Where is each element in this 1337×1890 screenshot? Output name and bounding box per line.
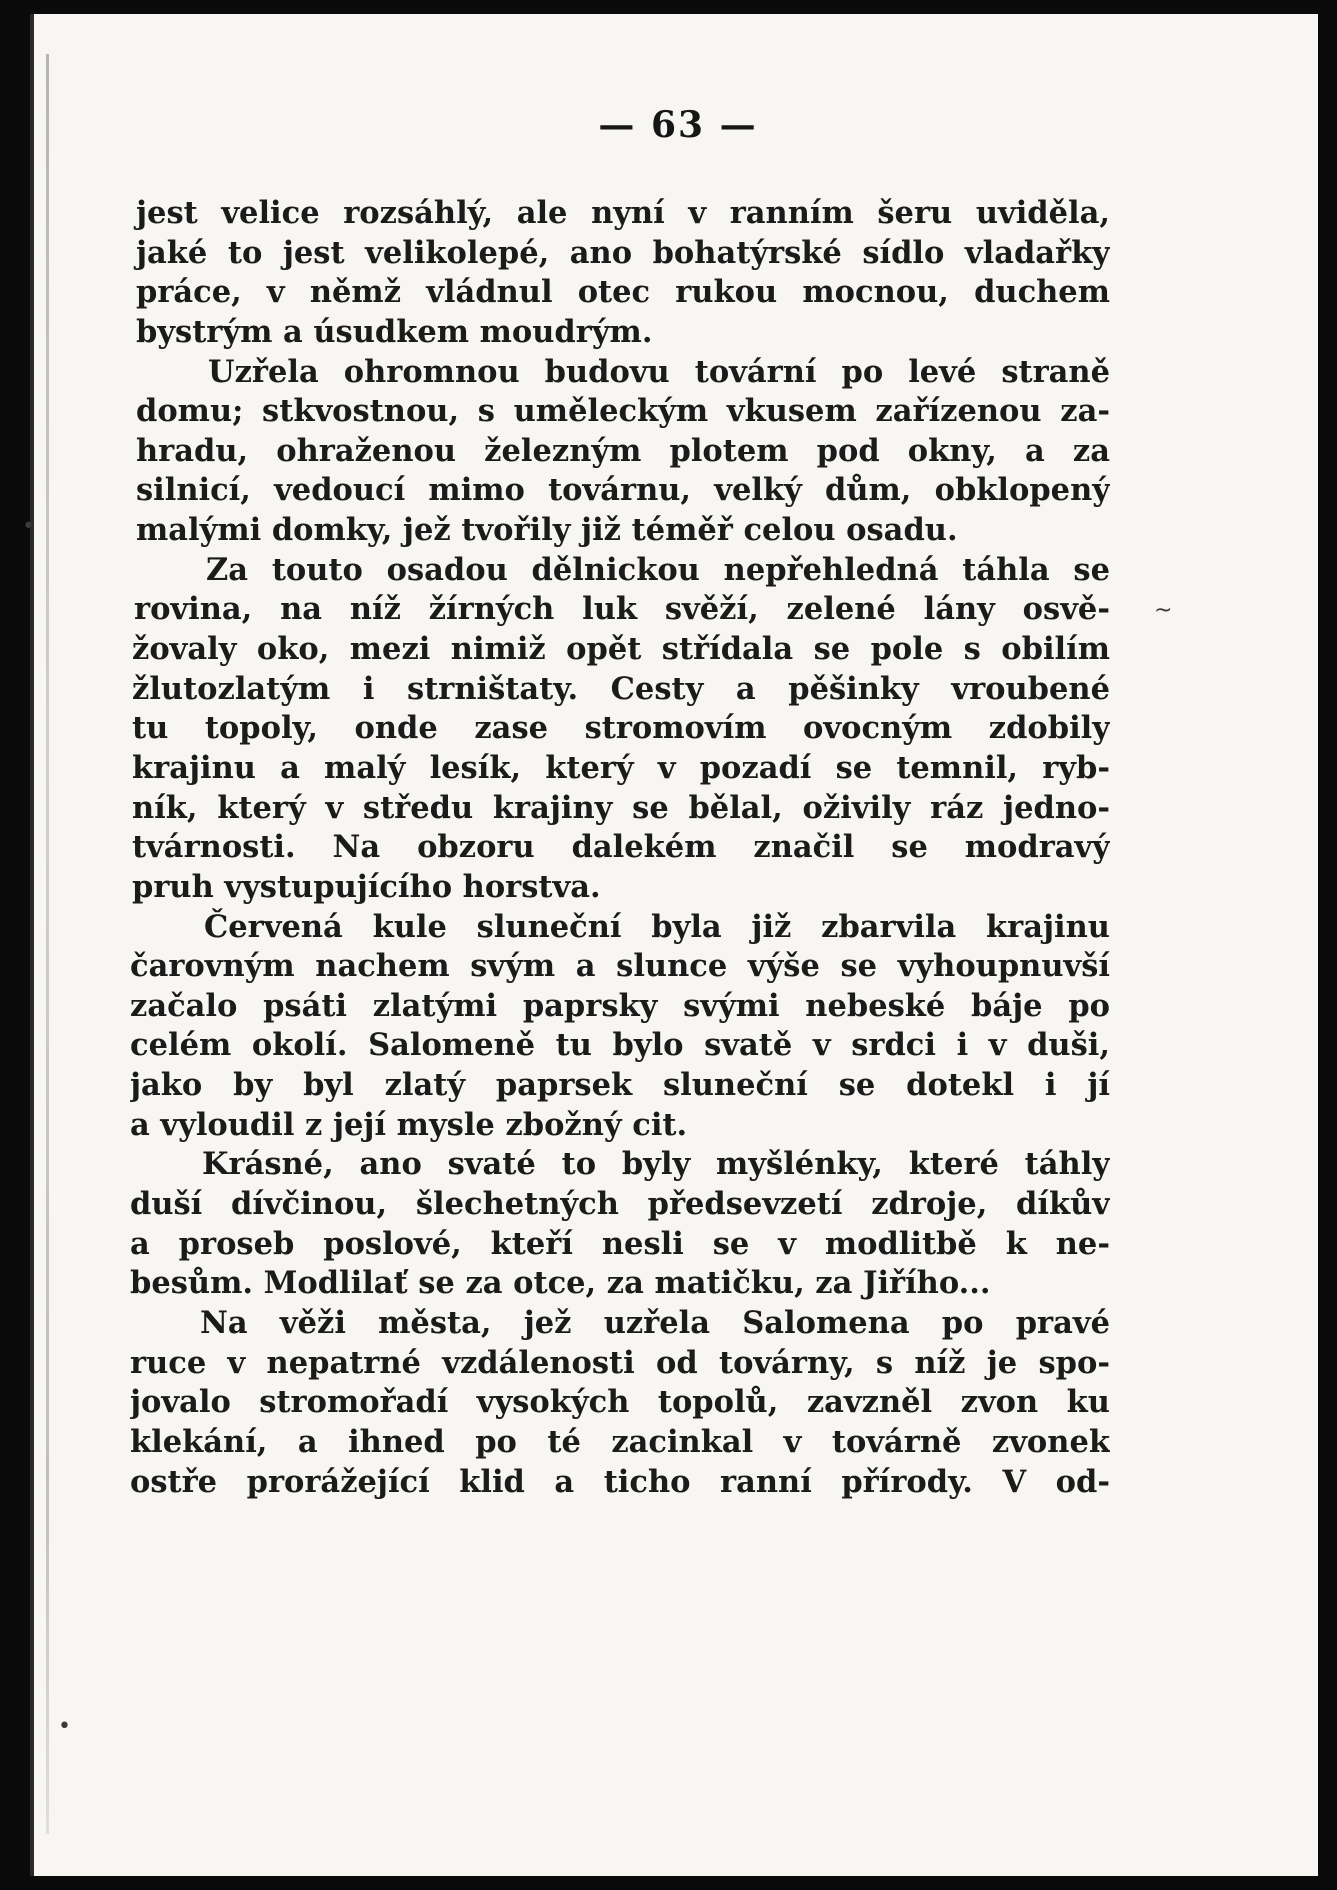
text-line: práce, v němž vládnul otec rukou mocnou, duchem — [136, 274, 1110, 311]
text-line: rovina, na níž žírných luk svěží, zelené lány osvě- — [134, 591, 1110, 628]
text-line: klekání, a ihned po té zacinkal v továrně zvonek — [130, 1423, 1110, 1460]
text-line: jovalo stromořadí vysokých topolů, zavzněl zvon ku — [130, 1384, 1110, 1421]
text-line: ostře prorážející klid a ticho ranní přírody. V od- — [130, 1463, 1110, 1500]
text-line: jako by byl zlatý paprsek sluneční se dotekl i jí — [130, 1067, 1110, 1104]
text-line: krajinu a malý lesík, který v pozadí se temnil, ryb- — [132, 749, 1110, 786]
book-page — [22, 14, 1318, 1876]
margin-speck-icon: • — [58, 1714, 71, 1739]
text-line: besům. Modlilať se za otce, za matičku, za Jiřího... — [130, 1265, 991, 1302]
text-line: silnicí, vedoucí mimo továrnu, velký dům, obklopený — [136, 472, 1110, 509]
text-line: žovaly oko, mezi nimiž opět střídala se pole s obilím — [132, 631, 1110, 668]
margin-speck-icon: ~ — [1154, 598, 1173, 623]
body-text — [130, 194, 1110, 1502]
text-line: žlutozlatým i strništaty. Cesty a pěšinky vroubené — [132, 670, 1110, 707]
text-line: čarovným nachem svým a slunce výše se vyhoupnuvší — [130, 948, 1110, 985]
text-line: bystrým a úsudkem moudrým. — [136, 313, 653, 350]
paragraph-first-line: Červená kule sluneční byla již zbarvila krajinu — [204, 908, 1110, 945]
page-gutter-shadow — [46, 54, 49, 1834]
text-line: a vyloudil z její mysle zbožný cit. — [130, 1106, 688, 1143]
text-line: tvárnosti. Na obzoru dalekém značil se modravý — [132, 829, 1110, 866]
text-line: malými domky, jež tvořily již téměř celou osadu. — [136, 512, 958, 549]
paragraph-first-line: Za touto osadou dělnickou nepřehledná táhla se — [206, 551, 1110, 588]
text-line: domu; stkvostnou, s uměleckým vkusem zařízenou za- — [136, 393, 1110, 430]
text-line: jest velice rozsáhlý, ale nyní v ranním šeru uviděla, — [136, 195, 1110, 231]
text-line: tu topoly, onde zase stromovím ovocným zdobily — [132, 710, 1110, 747]
text-line: jaké to jest velikolepé, ano bohatýrské sídlo vladařky — [136, 234, 1110, 271]
page-number: — 63 — — [598, 104, 758, 146]
text-line: a proseb poslové, kteří nesli se v modlitbě k ne- — [130, 1225, 1110, 1262]
text-line: pruh vystupujícího horstva. — [132, 868, 601, 905]
text-line: duší dívčinou, šlechetných předsevzetí zdroje, díkův — [130, 1186, 1110, 1223]
text-line: celém okolí. Salomeně tu bylo svatě v srdci i v duši, — [130, 1027, 1110, 1064]
text-line: začalo psáti zlatými paprsky svými nebeské báje po — [130, 987, 1110, 1024]
paragraph-first-line: Krásné, ano svaté to byly myšlénky, které táhly — [202, 1146, 1110, 1183]
text-line: hradu, ohraženou železným plotem pod okny, a za — [136, 432, 1110, 469]
paragraph-first-line: Uzřela ohromnou budovu tovární po levé straně — [208, 353, 1110, 390]
text-line: ník, který v středu krajiny se bělal, oživily ráz jedno- — [132, 789, 1110, 826]
text-line: ruce v nepatrné vzdálenosti od továrny, s níž je spo- — [130, 1344, 1110, 1381]
margin-speck-icon: • — [22, 514, 35, 539]
paragraph-first-line: Na věži města, jež uzřela Salomena po pravé — [200, 1304, 1110, 1341]
